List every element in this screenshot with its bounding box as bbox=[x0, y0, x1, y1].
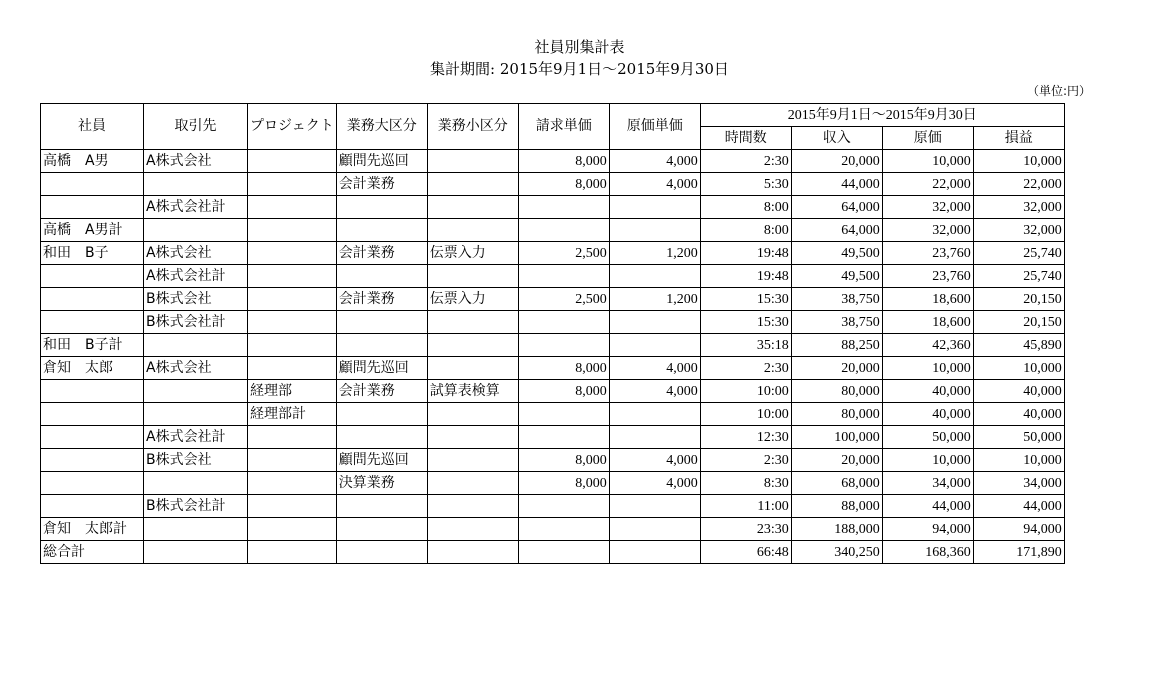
major-category-cell bbox=[336, 311, 427, 334]
revenue-cell: 68,000 bbox=[791, 472, 882, 495]
cost-cell: 40,000 bbox=[882, 380, 973, 403]
revenue-cell: 340,250 bbox=[791, 541, 882, 564]
client-cell: B株式会社計 bbox=[144, 495, 248, 518]
minor-category-cell bbox=[427, 265, 518, 288]
employee-cell: 高橋 A男計 bbox=[41, 219, 144, 242]
header-cost: 原価 bbox=[882, 127, 973, 150]
cost-cell: 34,000 bbox=[882, 472, 973, 495]
employee-cell: 総合計 bbox=[41, 541, 144, 564]
hours-cell: 2:30 bbox=[700, 449, 791, 472]
minor-category-cell bbox=[427, 449, 518, 472]
revenue-cell: 80,000 bbox=[791, 380, 882, 403]
project-cell bbox=[248, 449, 337, 472]
bill-rate-cell: 8,000 bbox=[518, 449, 609, 472]
hours-cell: 12:30 bbox=[700, 426, 791, 449]
bill-rate-cell: 8,000 bbox=[518, 380, 609, 403]
cost-cell: 40,000 bbox=[882, 403, 973, 426]
revenue-cell: 20,000 bbox=[791, 357, 882, 380]
bill-rate-cell bbox=[518, 265, 609, 288]
table-row bbox=[41, 357, 1065, 380]
project-cell bbox=[248, 173, 337, 196]
unit-label: （単位:円） bbox=[1026, 84, 1091, 98]
profit-cell: 32,000 bbox=[973, 196, 1064, 219]
employee-cell: 和田 B子計 bbox=[41, 334, 144, 357]
project-cell bbox=[248, 196, 337, 219]
profit-cell: 25,740 bbox=[973, 242, 1064, 265]
hours-cell: 10:00 bbox=[700, 380, 791, 403]
table-row bbox=[41, 196, 1065, 219]
minor-category-cell bbox=[427, 518, 518, 541]
employee-cell bbox=[41, 449, 144, 472]
project-cell bbox=[248, 334, 337, 357]
cost-rate-cell bbox=[609, 334, 700, 357]
major-category-cell bbox=[336, 196, 427, 219]
report-period: 集計期間: 2015年9月1日～2015年9月30日 bbox=[430, 60, 729, 78]
minor-category-cell bbox=[427, 196, 518, 219]
table-row bbox=[41, 541, 1065, 564]
hours-cell: 8:30 bbox=[700, 472, 791, 495]
client-cell: B株式会社 bbox=[144, 449, 248, 472]
minor-category-cell bbox=[427, 173, 518, 196]
major-category-cell bbox=[336, 495, 427, 518]
minor-category-cell: 伝票入力 bbox=[427, 242, 518, 265]
major-category-cell: 会計業務 bbox=[336, 173, 427, 196]
project-cell bbox=[248, 311, 337, 334]
major-category-cell bbox=[336, 219, 427, 242]
bill-rate-cell bbox=[518, 334, 609, 357]
table-row bbox=[41, 426, 1065, 449]
header-profit: 損益 bbox=[973, 127, 1064, 150]
table-row bbox=[41, 334, 1065, 357]
employee-cell: 倉知 太郎 bbox=[41, 357, 144, 380]
employee-cell bbox=[41, 495, 144, 518]
cost-rate-cell: 4,000 bbox=[609, 380, 700, 403]
header-cost-rate: 原価単価 bbox=[609, 104, 700, 150]
hours-cell: 66:48 bbox=[700, 541, 791, 564]
client-cell: A株式会社 bbox=[144, 357, 248, 380]
project-cell: 経理部 bbox=[248, 380, 337, 403]
header-major-category: 業務大区分 bbox=[336, 104, 427, 150]
cost-rate-cell bbox=[609, 403, 700, 426]
profit-cell: 171,890 bbox=[973, 541, 1064, 564]
employee-cell bbox=[41, 403, 144, 426]
project-cell bbox=[248, 265, 337, 288]
client-cell: A株式会社計 bbox=[144, 426, 248, 449]
minor-category-cell bbox=[427, 403, 518, 426]
project-cell: 経理部計 bbox=[248, 403, 337, 426]
cost-rate-cell bbox=[609, 426, 700, 449]
client-cell bbox=[144, 472, 248, 495]
bill-rate-cell bbox=[518, 311, 609, 334]
client-cell bbox=[144, 518, 248, 541]
project-cell bbox=[248, 541, 337, 564]
revenue-cell: 20,000 bbox=[791, 449, 882, 472]
profit-cell: 10,000 bbox=[973, 357, 1064, 380]
cost-cell: 44,000 bbox=[882, 495, 973, 518]
major-category-cell: 会計業務 bbox=[336, 380, 427, 403]
bill-rate-cell: 8,000 bbox=[518, 150, 609, 173]
major-category-cell: 顧問先巡回 bbox=[336, 357, 427, 380]
hours-cell: 5:30 bbox=[700, 173, 791, 196]
bill-rate-cell bbox=[518, 196, 609, 219]
profit-cell: 94,000 bbox=[973, 518, 1064, 541]
bill-rate-cell: 2,500 bbox=[518, 242, 609, 265]
minor-category-cell bbox=[427, 334, 518, 357]
minor-category-cell bbox=[427, 150, 518, 173]
hours-cell: 2:30 bbox=[700, 150, 791, 173]
employee-cell bbox=[41, 196, 144, 219]
client-cell bbox=[144, 380, 248, 403]
major-category-cell bbox=[336, 541, 427, 564]
table-row bbox=[41, 288, 1065, 311]
project-cell bbox=[248, 288, 337, 311]
project-cell bbox=[248, 150, 337, 173]
minor-category-cell bbox=[427, 219, 518, 242]
cost-cell: 10,000 bbox=[882, 449, 973, 472]
major-category-cell: 決算業務 bbox=[336, 472, 427, 495]
table-row bbox=[41, 495, 1065, 518]
cost-rate-cell bbox=[609, 518, 700, 541]
revenue-cell: 188,000 bbox=[791, 518, 882, 541]
minor-category-cell bbox=[427, 311, 518, 334]
project-cell bbox=[248, 518, 337, 541]
header-bill-rate: 請求単価 bbox=[518, 104, 609, 150]
table-body bbox=[41, 150, 1065, 564]
profit-cell: 40,000 bbox=[973, 380, 1064, 403]
bill-rate-cell: 8,000 bbox=[518, 173, 609, 196]
client-cell bbox=[144, 541, 248, 564]
client-cell bbox=[144, 403, 248, 426]
hours-cell: 11:00 bbox=[700, 495, 791, 518]
revenue-cell: 38,750 bbox=[791, 311, 882, 334]
report-title: 社員別集計表 bbox=[534, 38, 625, 56]
employee-cell bbox=[41, 311, 144, 334]
cost-cell: 32,000 bbox=[882, 196, 973, 219]
cost-rate-cell bbox=[609, 541, 700, 564]
major-category-cell bbox=[336, 334, 427, 357]
header-employee: 社員 bbox=[41, 104, 144, 150]
cost-rate-cell bbox=[609, 219, 700, 242]
header-minor-category: 業務小区分 bbox=[427, 104, 518, 150]
hours-cell: 10:00 bbox=[700, 403, 791, 426]
major-category-cell: 顧問先巡回 bbox=[336, 449, 427, 472]
hours-cell: 8:00 bbox=[700, 196, 791, 219]
bill-rate-cell bbox=[518, 403, 609, 426]
cost-cell: 10,000 bbox=[882, 357, 973, 380]
cost-rate-cell bbox=[609, 265, 700, 288]
revenue-cell: 20,000 bbox=[791, 150, 882, 173]
client-cell bbox=[144, 334, 248, 357]
project-cell bbox=[248, 357, 337, 380]
table-row bbox=[41, 219, 1065, 242]
revenue-cell: 64,000 bbox=[791, 219, 882, 242]
major-category-cell: 会計業務 bbox=[336, 288, 427, 311]
minor-category-cell bbox=[427, 472, 518, 495]
client-cell: A株式会社計 bbox=[144, 196, 248, 219]
profit-cell: 10,000 bbox=[973, 150, 1064, 173]
profit-cell: 45,890 bbox=[973, 334, 1064, 357]
cost-rate-cell: 4,000 bbox=[609, 357, 700, 380]
employee-cell: 倉知 太郎計 bbox=[41, 518, 144, 541]
profit-cell: 20,150 bbox=[973, 311, 1064, 334]
revenue-cell: 88,000 bbox=[791, 495, 882, 518]
minor-category-cell: 伝票入力 bbox=[427, 288, 518, 311]
employee-cell bbox=[41, 265, 144, 288]
minor-category-cell: 試算表検算 bbox=[427, 380, 518, 403]
profit-cell: 22,000 bbox=[973, 173, 1064, 196]
cost-cell: 22,000 bbox=[882, 173, 973, 196]
hours-cell: 2:30 bbox=[700, 357, 791, 380]
major-category-cell bbox=[336, 403, 427, 426]
header-project: プロジェクト bbox=[248, 104, 337, 150]
client-cell: B株式会社 bbox=[144, 288, 248, 311]
major-category-cell: 会計業務 bbox=[336, 242, 427, 265]
table-row bbox=[41, 311, 1065, 334]
header-period: 2015年9月1日～2015年9月30日 bbox=[700, 104, 1064, 127]
summary-table bbox=[40, 103, 1065, 564]
bill-rate-cell: 8,000 bbox=[518, 472, 609, 495]
cost-rate-cell: 4,000 bbox=[609, 472, 700, 495]
cost-cell: 18,600 bbox=[882, 311, 973, 334]
revenue-cell: 38,750 bbox=[791, 288, 882, 311]
cost-rate-cell: 4,000 bbox=[609, 173, 700, 196]
cost-rate-cell bbox=[609, 196, 700, 219]
profit-cell: 50,000 bbox=[973, 426, 1064, 449]
cost-cell: 50,000 bbox=[882, 426, 973, 449]
profit-cell: 40,000 bbox=[973, 403, 1064, 426]
major-category-cell bbox=[336, 426, 427, 449]
minor-category-cell bbox=[427, 357, 518, 380]
profit-cell: 32,000 bbox=[973, 219, 1064, 242]
bill-rate-cell bbox=[518, 541, 609, 564]
hours-cell: 8:00 bbox=[700, 219, 791, 242]
project-cell bbox=[248, 495, 337, 518]
cost-cell: 42,360 bbox=[882, 334, 973, 357]
hours-cell: 19:48 bbox=[700, 242, 791, 265]
cost-rate-cell: 4,000 bbox=[609, 150, 700, 173]
revenue-cell: 49,500 bbox=[791, 265, 882, 288]
employee-cell bbox=[41, 426, 144, 449]
minor-category-cell bbox=[427, 495, 518, 518]
revenue-cell: 80,000 bbox=[791, 403, 882, 426]
bill-rate-cell bbox=[518, 518, 609, 541]
hours-cell: 15:30 bbox=[700, 311, 791, 334]
table-row bbox=[41, 403, 1065, 426]
employee-cell: 和田 B子 bbox=[41, 242, 144, 265]
header-revenue: 収入 bbox=[791, 127, 882, 150]
bill-rate-cell: 8,000 bbox=[518, 357, 609, 380]
table-row bbox=[41, 265, 1065, 288]
cost-cell: 94,000 bbox=[882, 518, 973, 541]
cost-cell: 10,000 bbox=[882, 150, 973, 173]
hours-cell: 15:30 bbox=[700, 288, 791, 311]
employee-cell bbox=[41, 472, 144, 495]
profit-cell: 20,150 bbox=[973, 288, 1064, 311]
cost-cell: 23,760 bbox=[882, 242, 973, 265]
project-cell bbox=[248, 242, 337, 265]
table-row bbox=[41, 150, 1065, 173]
cost-rate-cell bbox=[609, 495, 700, 518]
table-row bbox=[41, 173, 1065, 196]
client-cell: A株式会社計 bbox=[144, 265, 248, 288]
employee-cell bbox=[41, 288, 144, 311]
client-cell bbox=[144, 219, 248, 242]
hours-cell: 19:48 bbox=[700, 265, 791, 288]
client-cell: A株式会社 bbox=[144, 150, 248, 173]
major-category-cell bbox=[336, 265, 427, 288]
employee-cell: 高橋 A男 bbox=[41, 150, 144, 173]
project-cell bbox=[248, 219, 337, 242]
cost-rate-cell bbox=[609, 311, 700, 334]
bill-rate-cell bbox=[518, 219, 609, 242]
revenue-cell: 49,500 bbox=[791, 242, 882, 265]
table-row bbox=[41, 472, 1065, 495]
project-cell bbox=[248, 426, 337, 449]
header-client: 取引先 bbox=[144, 104, 248, 150]
revenue-cell: 64,000 bbox=[791, 196, 882, 219]
bill-rate-cell: 2,500 bbox=[518, 288, 609, 311]
cost-cell: 23,760 bbox=[882, 265, 973, 288]
profit-cell: 44,000 bbox=[973, 495, 1064, 518]
revenue-cell: 44,000 bbox=[791, 173, 882, 196]
cost-cell: 18,600 bbox=[882, 288, 973, 311]
minor-category-cell bbox=[427, 426, 518, 449]
client-cell: A株式会社 bbox=[144, 242, 248, 265]
employee-cell bbox=[41, 173, 144, 196]
table-row bbox=[41, 518, 1065, 541]
cost-rate-cell: 1,200 bbox=[609, 288, 700, 311]
project-cell bbox=[248, 472, 337, 495]
cost-cell: 168,360 bbox=[882, 541, 973, 564]
bill-rate-cell bbox=[518, 495, 609, 518]
hours-cell: 23:30 bbox=[700, 518, 791, 541]
table-row bbox=[41, 242, 1065, 265]
major-category-cell: 顧問先巡回 bbox=[336, 150, 427, 173]
table-row bbox=[41, 449, 1065, 472]
employee-cell bbox=[41, 380, 144, 403]
cost-rate-cell: 4,000 bbox=[609, 449, 700, 472]
revenue-cell: 100,000 bbox=[791, 426, 882, 449]
table-row bbox=[41, 380, 1065, 403]
major-category-cell bbox=[336, 518, 427, 541]
client-cell: B株式会社計 bbox=[144, 311, 248, 334]
cost-rate-cell: 1,200 bbox=[609, 242, 700, 265]
profit-cell: 34,000 bbox=[973, 472, 1064, 495]
client-cell bbox=[144, 173, 248, 196]
bill-rate-cell bbox=[518, 426, 609, 449]
cost-cell: 32,000 bbox=[882, 219, 973, 242]
hours-cell: 35:18 bbox=[700, 334, 791, 357]
profit-cell: 10,000 bbox=[973, 449, 1064, 472]
header-hours: 時間数 bbox=[700, 127, 791, 150]
minor-category-cell bbox=[427, 541, 518, 564]
revenue-cell: 88,250 bbox=[791, 334, 882, 357]
profit-cell: 25,740 bbox=[973, 265, 1064, 288]
